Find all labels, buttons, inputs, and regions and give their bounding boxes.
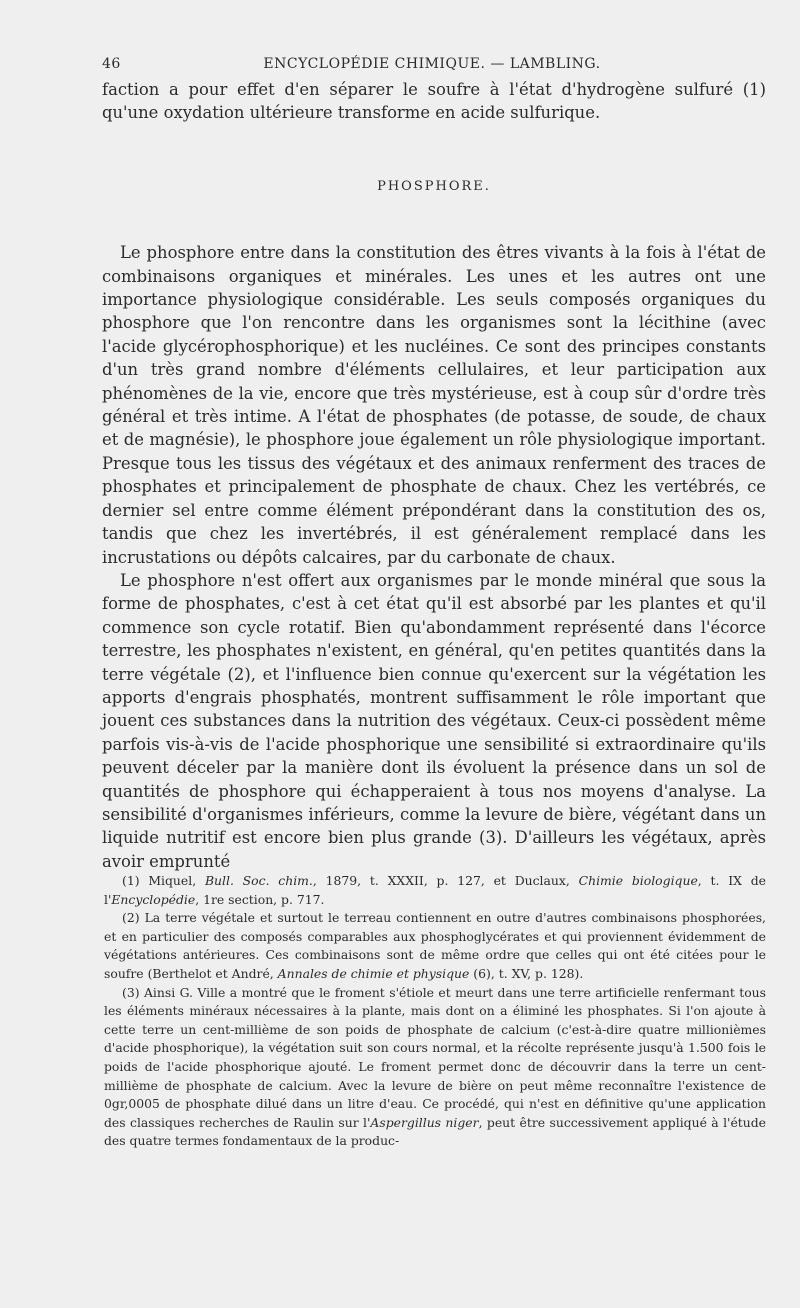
page-number: 46 bbox=[102, 56, 121, 72]
page-header bbox=[102, 56, 762, 72]
footnote-3: (3) Ainsi G. Ville a montré que le froment s'étiole et meurt dans une terre artificielle renfermant tous les éléments minéraux nécessaires à la plante, mais dont on a éliminé les phosphates. Si l'on ajoute à cette terre un cent-millième de son poids de phosphate de calcium (c'est-à-dire quatre millionièmes d'acide phosphorique), la végétation suit son cours normal, et la récolte représente jusqu'à 1.500 fois le poids de l'acide phosphorique ajouté. Le froment permet donc de découvrir dans la terre un cent-millième de phosphate de calcium. Avec la levure de bière on peut même reconnaître l'existence de 0gr,0005 de phosphate dilué dans un litre d'eau. Ce procédé, qui n'est en définitive qu'une application des classiques recherches de Raulin sur l'Aspergillus niger, peut être successivement appliqué à l'étude des quatre termes fondamentaux de la produc- bbox=[104, 984, 767, 1149]
main-text bbox=[102, 78, 766, 873]
section-title: PHOSPHORE. bbox=[377, 178, 491, 194]
running-title: ENCYCLOPÉDIE CHIMIQUE. — LAMBLING. bbox=[263, 56, 601, 72]
intro-paragraph: faction a pour effet d'en séparer le soufre à l'état d'hydrogène sulfuré (1) qu'une oxydation ultérieure transforme en acide sulfurique. bbox=[102, 80, 766, 123]
footnote-1: (1) Miquel, Bull. Soc. chim., 1879, t. XXXII, p. 127, et Duclaux, Chimie biologique, t. IX de l'Encyclopédie, 1re section, p. 717. bbox=[104, 873, 767, 907]
footnote-2: (2) La terre végétale et surtout le terreau contiennent en outre d'autres combinaisons phosphorées, et en particulier des composés comparables aux phosphoglycérates et qui proviennent évidemment de végétations antérieures. Ces combinaisons sont de même ordre que celles qui ont été citées pour le soufre (Berthelot et André, Annales de chimie et physique (6), t. XV, p. 128). bbox=[104, 910, 766, 981]
paragraph-2: Le phosphore n'est offert aux organismes par le monde minéral que sous la forme de phosphates, c'est à cet état qu'il est absorbé par les plantes et qu'il commence son cycle rotatif. Bien qu'abondamment représenté dans l'écorce terrestre, les phosphates n'existent, en général, qu'en petites quantités dans la terre végétale (2), et l'influence bien connue qu'exercent sur la végétation les apports d'engrais phosphatés, montrent suffisamment le rôle important que jouent ces substances dans la nutrition des végétaux. Ceux-ci possèdent même parfois vis-à-vis de l'acide phosphorique une sensibilité si extraordinaire qu'ils peuvent déceler par la manière dont ils évoluent la présence dans un sol de quantités de phosphore qui échapperaient à tous nos moyens d'analyse. La sensibilité d'organismes inférieurs, comme la levure de bière, végétant dans un liquide nutritif est encore bien plus grande (3). D'ailleurs les végétaux, après avoir emprunté bbox=[102, 570, 766, 871]
paragraph-1: Le phosphore entre dans la constitution des êtres vivants à la fois à l'état de combinaisons organiques et minérales. Les unes et les autres ont une importance physiologique considérable. Les seuls composés organiques du phosphore que l'on rencontre dans les organismes sont la lécithine (avec l'acide glycérophosphorique) et les nucléines. Ce sont des principes constants d'un très grand nombre d'éléments cellulaires, et leur participation aux phénomènes de la vie, encore que très mystérieuse, est à coup sûr d'ordre très général et très intime. A l'état de phosphates (de potasse, de soude, de chaux et de magnésie), le phosphore joue également un rôle physiologique important. Presque tous les tissus des végétaux et des animaux renferment des traces de phosphates et principalement de phosphate de chaux. Chez les vertébrés, ce dernier sel entre comme élément prépondérant dans la constitution des os, tandis que chez les invertébrés, il est généralement remplacé dans les incrustations ou dépôts calcaires, par du carbonate de chaux. bbox=[102, 243, 766, 567]
footnotes bbox=[104, 872, 766, 1151]
